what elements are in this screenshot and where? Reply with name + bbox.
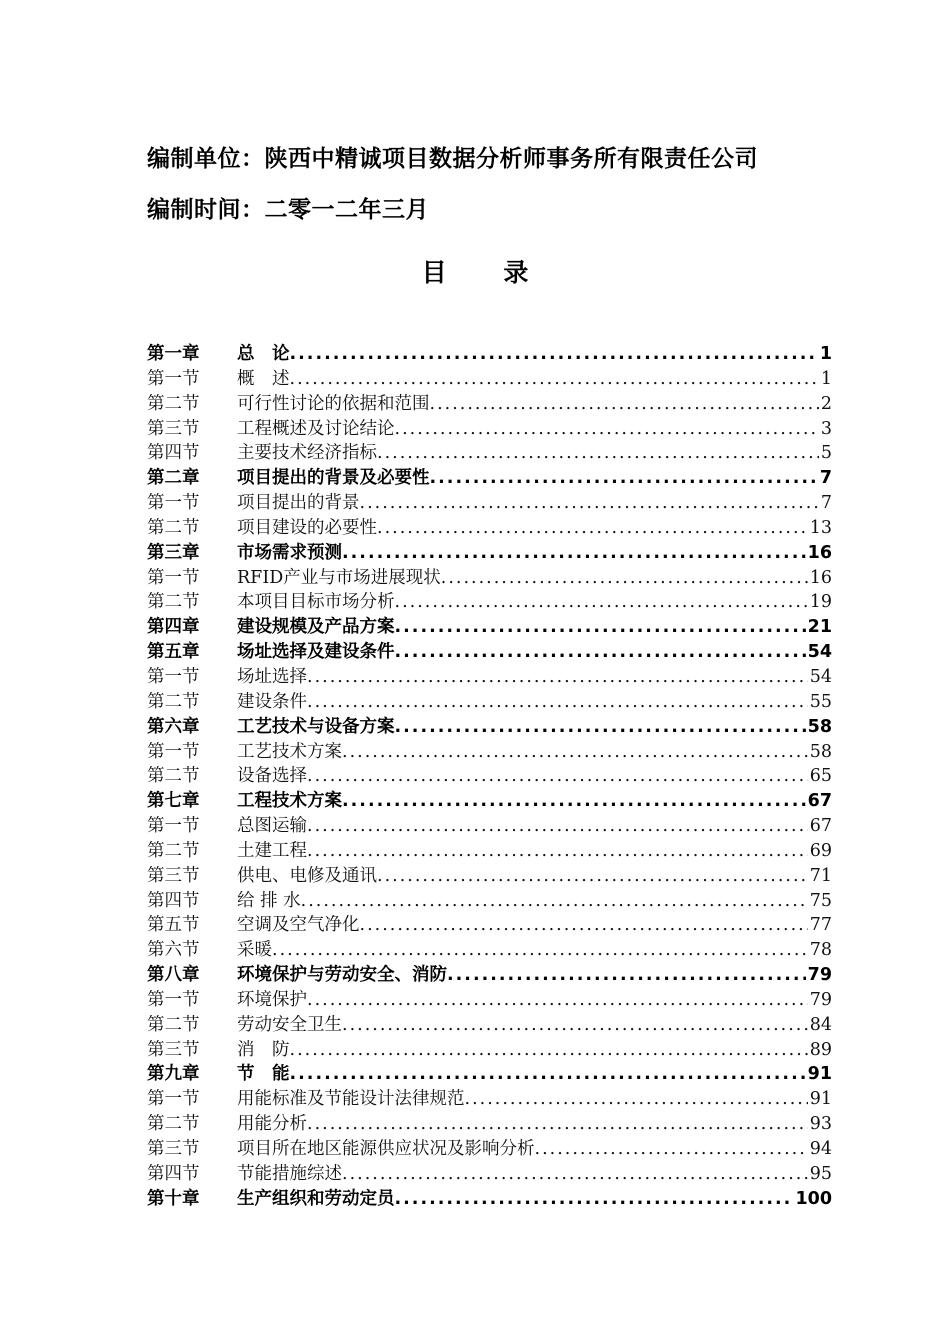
toc-leader-dots [395, 640, 806, 665]
toc-leader-dots [441, 566, 808, 591]
toc-entry-title: 项目提出的背景 [237, 493, 360, 514]
toc-leader-dots [342, 1013, 808, 1038]
toc-entry-title: 项目所在地区能源供应状况及影响分析 [237, 1139, 535, 1159]
table-of-contents [147, 342, 832, 1212]
toc-chapter-entry[interactable] [147, 640, 832, 665]
toc-page-number: 19 [809, 592, 832, 613]
toc-page-number: 7 [819, 468, 832, 489]
toc-section-entry[interactable] [147, 566, 832, 591]
toc-entry-title: 总图运输 [237, 816, 307, 837]
toc-entry-label: 第一节 [147, 368, 200, 389]
toc-entry-label: 第三章 [147, 542, 200, 563]
toc-entry-title: 消 防 [237, 1039, 290, 1060]
toc-leader-dots [395, 1187, 794, 1212]
toc-entry-title: 工程技术方案 [237, 791, 342, 812]
toc-page-number: 94 [809, 1139, 832, 1159]
toc-entry-title: 市场需求预测 [237, 542, 342, 563]
toc-page-number: 16 [807, 542, 832, 563]
toc-page-number: 1 [819, 344, 832, 364]
toc-page-number: 69 [809, 840, 832, 861]
toc-leader-dots [430, 392, 819, 417]
toc-page-number: 16 [809, 567, 832, 588]
toc-entry-title: 本项目目标市场分析 [237, 592, 395, 613]
toc-page-number: 54 [807, 642, 832, 663]
toc-leader-dots [301, 889, 808, 914]
toc-page-number: 1 [820, 368, 832, 389]
toc-page-number: 100 [795, 1188, 832, 1209]
toc-entry-title: RFID产业与市场进展现状 [237, 567, 441, 588]
toc-page-number: 75 [809, 890, 832, 911]
toc-entry-label: 第七章 [147, 791, 200, 812]
toc-chapter-entry[interactable] [147, 715, 832, 740]
toc-section-entry[interactable] [147, 417, 832, 442]
toc-entry-title: 工艺技术与设备方案 [237, 716, 395, 737]
toc-leader-dots [342, 541, 806, 566]
toc-page-number: 93 [809, 1114, 832, 1135]
toc-leader-dots [307, 665, 808, 690]
toc-entry-label: 第二节 [147, 393, 200, 414]
toc-section-entry[interactable] [147, 1137, 832, 1162]
toc-entry-label: 第二节 [147, 592, 200, 613]
toc-page-number: 89 [809, 1039, 832, 1060]
toc-section-entry[interactable] [147, 392, 832, 417]
toc-entry-label: 第四节 [147, 890, 200, 911]
toc-entry-label: 第二节 [147, 766, 200, 787]
toc-page-number: 13 [809, 517, 832, 538]
toc-entry-label: 第一节 [147, 816, 200, 837]
toc-entry-label: 第一节 [147, 493, 200, 514]
toc-entry-title: 项目提出的背景及必要性 [237, 468, 430, 489]
toc-page-number: 79 [809, 989, 832, 1010]
toc-chapter-entry[interactable] [147, 963, 832, 988]
toc-section-entry[interactable] [147, 988, 832, 1013]
toc-entry-label: 第三节 [147, 1139, 200, 1159]
toc-entry-label: 第一节 [147, 1089, 200, 1110]
toc-page-number: 95 [809, 1163, 832, 1184]
toc-entry-label: 第六章 [147, 716, 200, 737]
toc-page-number: 7 [820, 493, 832, 514]
toc-entry-label: 第三节 [147, 865, 200, 886]
toc-page-number: 67 [807, 791, 832, 812]
toc-section-entry[interactable] [147, 367, 832, 392]
toc-leader-dots [307, 764, 808, 789]
toc-entry-title: 供电、电修及通讯 [237, 865, 377, 886]
toc-entry-title: 土建工程 [237, 840, 307, 861]
toc-entry-title: 场址选择及建设条件 [237, 642, 395, 663]
toc-section-entry[interactable] [147, 1162, 832, 1187]
toc-section-entry[interactable] [147, 1087, 832, 1112]
toc-entry-label: 第二节 [147, 840, 200, 861]
toc-entry-label: 第八章 [147, 965, 200, 986]
compiling-date: 编制时间：二零一二年三月 [147, 197, 429, 223]
toc-page-number: 65 [809, 766, 832, 787]
toc-leader-dots [290, 1038, 808, 1063]
toc-entry-title: 用能标准及节能设计法律规范 [237, 1089, 465, 1110]
toc-entry-title: 概 述 [237, 368, 290, 389]
toc-leader-dots [307, 839, 808, 864]
toc-entry-label: 第三节 [147, 1039, 200, 1060]
toc-entry-label: 第四章 [147, 617, 200, 638]
toc-entry-title: 主要技术经济指标 [237, 443, 377, 464]
toc-section-entry[interactable] [147, 1112, 832, 1137]
toc-section-entry[interactable] [147, 491, 832, 516]
toc-entry-title: 劳动安全卫生 [237, 1014, 342, 1035]
toc-entry-label: 第九章 [147, 1064, 200, 1085]
toc-leader-dots [307, 1112, 808, 1137]
toc-entry-label: 第五节 [147, 915, 200, 936]
toc-entry-label: 第一章 [147, 344, 200, 364]
toc-section-entry[interactable] [147, 864, 832, 889]
toc-page-number: 58 [809, 741, 832, 762]
toc-entry-label: 第二节 [147, 691, 200, 712]
toc-entry-title: 可行性讨论的依据和范围 [237, 393, 430, 414]
toc-leader-dots [360, 913, 808, 938]
toc-entry-label: 第二节 [147, 1114, 200, 1135]
toc-entry-label: 第二章 [147, 468, 200, 489]
toc-page-number: 84 [809, 1014, 832, 1035]
toc-leader-dots [290, 1062, 806, 1087]
toc-leader-dots [395, 417, 819, 442]
compiling-unit: 编制单位：陕西中精诚项目数据分析师事务所有限责任公司 [147, 146, 758, 172]
toc-section-entry[interactable] [147, 1038, 832, 1063]
toc-leader-dots [272, 938, 808, 963]
toc-entry-title: 项目建设的必要性 [237, 517, 377, 538]
toc-entry-title: 节 能 [237, 1064, 290, 1085]
toc-entry-title: 采暖 [237, 940, 272, 961]
toc-section-entry[interactable] [147, 938, 832, 963]
toc-page-number: 21 [807, 617, 832, 638]
toc-entry-title: 场址选择 [237, 666, 307, 687]
toc-section-entry[interactable] [147, 590, 832, 615]
toc-page-number: 55 [809, 691, 832, 712]
toc-page-number: 91 [809, 1089, 832, 1110]
toc-entry-label: 第二节 [147, 1014, 200, 1035]
toc-entry-title: 空调及空气净化 [237, 915, 360, 936]
toc-page-number: 2 [820, 393, 832, 414]
toc-page-number: 77 [809, 915, 832, 936]
toc-chapter-entry[interactable] [147, 615, 832, 640]
toc-leader-dots [377, 516, 808, 541]
toc-leader-dots [535, 1137, 808, 1162]
toc-entry-title: 工艺技术方案 [237, 741, 342, 762]
toc-section-entry[interactable] [147, 913, 832, 938]
toc-leader-dots [377, 864, 808, 889]
toc-section-entry[interactable] [147, 889, 832, 914]
toc-entry-title: 生产组织和劳动定员 [237, 1188, 395, 1209]
toc-heading: 目 录 [421, 258, 529, 287]
toc-entry-label: 第一节 [147, 989, 200, 1010]
toc-leader-dots [447, 963, 806, 988]
toc-entry-title: 工程概述及讨论结论 [237, 418, 395, 439]
toc-entry-label: 第一节 [147, 666, 200, 687]
toc-page-number: 91 [807, 1064, 832, 1085]
toc-entry-label: 第一节 [147, 567, 200, 588]
toc-leader-dots [290, 367, 819, 392]
toc-section-entry[interactable] [147, 441, 832, 466]
toc-section-entry[interactable] [147, 516, 832, 541]
toc-section-entry[interactable] [147, 740, 832, 765]
toc-leader-dots [430, 466, 818, 491]
toc-entry-title: 建设规模及产品方案 [237, 617, 395, 638]
toc-entry-label: 第二节 [147, 517, 200, 538]
toc-entry-title: 总 论 [237, 344, 290, 364]
toc-leader-dots [290, 342, 818, 367]
toc-chapter-entry[interactable] [147, 466, 832, 491]
toc-entry-label: 第六节 [147, 940, 200, 961]
toc-page-number: 58 [807, 716, 832, 737]
toc-page-number: 3 [820, 418, 832, 439]
toc-leader-dots [395, 590, 808, 615]
toc-chapter-entry[interactable] [147, 1062, 832, 1087]
toc-page-number: 5 [820, 443, 832, 464]
toc-section-entry[interactable] [147, 814, 832, 839]
toc-entry-label: 第一节 [147, 741, 200, 762]
toc-section-entry[interactable] [147, 690, 832, 715]
toc-leader-dots [395, 715, 806, 740]
toc-entry-title: 用能分析 [237, 1114, 307, 1135]
toc-leader-dots [465, 1087, 808, 1112]
toc-entry-label: 第四节 [147, 443, 200, 464]
toc-page-number: 67 [809, 816, 832, 837]
toc-leader-dots [307, 814, 808, 839]
toc-entry-label: 第三节 [147, 418, 200, 439]
toc-section-entry[interactable] [147, 839, 832, 864]
toc-entry-label: 第五章 [147, 642, 200, 663]
toc-leader-dots [342, 789, 806, 814]
toc-entry-title: 环境保护与劳动安全、消防 [237, 965, 447, 986]
toc-chapter-entry[interactable] [147, 541, 832, 566]
toc-page-number: 54 [809, 666, 832, 687]
toc-chapter-entry[interactable] [147, 789, 832, 814]
toc-leader-dots [395, 615, 806, 640]
toc-entry-title: 给 排 水 [237, 890, 301, 911]
toc-entry-title: 节能措施综述 [237, 1163, 342, 1184]
toc-section-entry[interactable] [147, 665, 832, 690]
toc-entry-title: 建设条件 [237, 691, 307, 712]
toc-section-entry[interactable] [147, 764, 832, 789]
toc-section-entry[interactable] [147, 1013, 832, 1038]
toc-leader-dots [342, 740, 808, 765]
toc-page-number: 79 [807, 965, 832, 986]
toc-entry-label: 第十章 [147, 1188, 200, 1209]
toc-leader-dots [307, 988, 808, 1013]
toc-leader-dots [307, 690, 808, 715]
toc-page-number: 78 [809, 940, 832, 961]
toc-leader-dots [360, 491, 819, 516]
toc-leader-dots [377, 441, 819, 466]
toc-entry-title: 设备选择 [237, 766, 307, 787]
toc-entry-label: 第四节 [147, 1163, 200, 1184]
toc-entry-title: 环境保护 [237, 989, 307, 1010]
toc-chapter-entry[interactable] [147, 1187, 832, 1212]
toc-leader-dots [342, 1162, 808, 1187]
toc-chapter-entry[interactable] [147, 342, 832, 367]
toc-page-number: 71 [809, 865, 832, 886]
